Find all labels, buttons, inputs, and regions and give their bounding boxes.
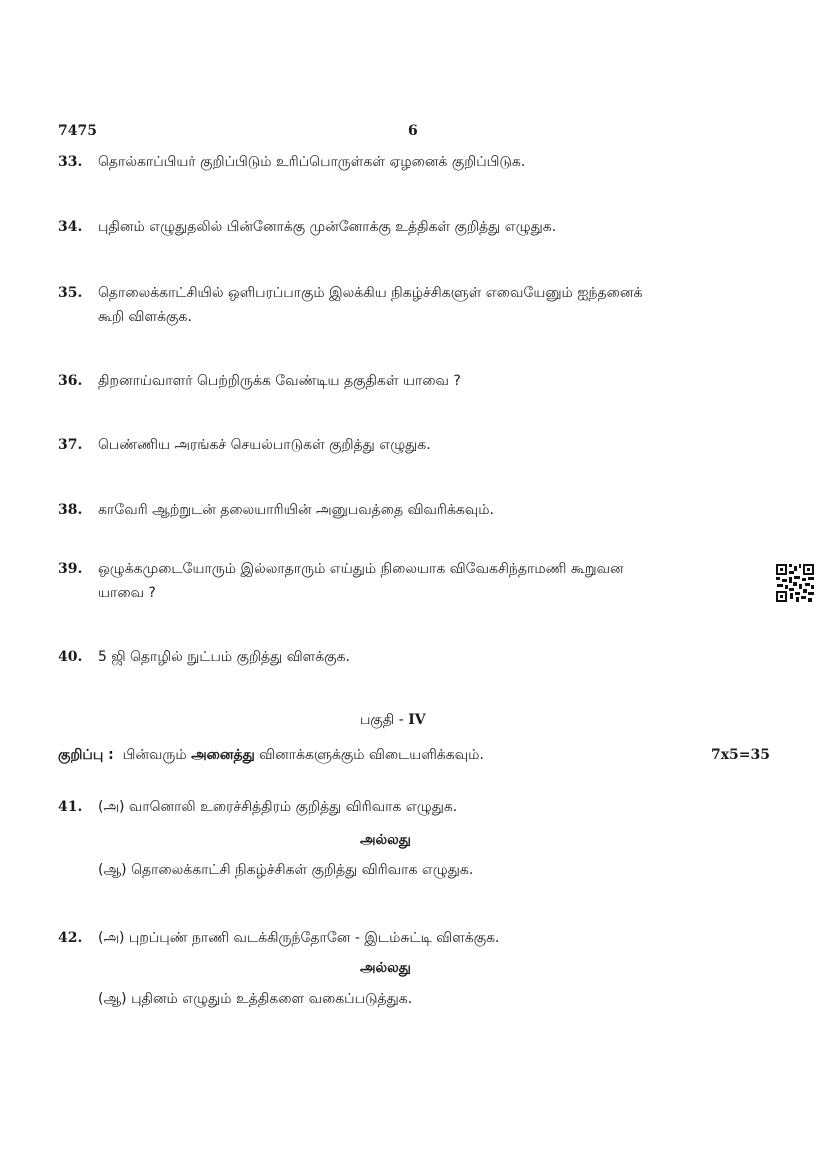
question-34 [58, 215, 748, 239]
instruction-note [58, 747, 770, 765]
question-option-a: (அ) புறப்புண் நாணி வடக்கிருந்தோனே - இடம்சுட்டி விளக்குக. [98, 930, 500, 946]
question-number: 40. [58, 649, 83, 665]
question-option-b: (ஆ) புதினம் எழுதும் உத்திகளை வகைப்படுத்துக. [98, 991, 413, 1007]
question-option-b: (ஆ) தொலைக்காட்சி நிகழ்ச்சிகள் குறித்து விரிவாக எழுதுக. [98, 862, 474, 878]
question-39 [58, 557, 748, 605]
question-text-line-1: தொலைக்காட்சியில் ஒளிபரப்பாகும் இலக்கிய நிகழ்ச்சிகளுள் எவையேனும் ஐந்தனைக் [98, 285, 643, 301]
question-number: 42. [58, 930, 83, 946]
section-heading [360, 712, 426, 730]
question-text: காவேரி ஆற்றுடன் தலையாரியின் அனுபவத்தை விவரிக்கவும். [98, 502, 494, 518]
note-emphasis: அனைத்து [191, 747, 255, 763]
question-33 [58, 150, 748, 174]
question-40 [58, 645, 748, 669]
paper-code: 7475 [58, 123, 97, 139]
question-text: தொல்காப்பியர் குறிப்பிடும் உரிப்பொருள்கள் ஏழனைக் குறிப்பிடுக. [98, 154, 526, 170]
section-label: பகுதி - [360, 712, 404, 728]
question-text-line-1: ஒழுக்கமுடையோரும் இல்லாதாரும் எய்தும் நிலையாக விவேகசிந்தாமணி கூறுவன [98, 561, 624, 577]
question-option-a: (அ) வானொலி உரைச்சித்திரம் குறித்து விரிவாக எழுதுக. [98, 799, 458, 815]
question-38 [58, 498, 748, 522]
question-text: திறனாய்வாளர் பெற்றிருக்க வேண்டிய தகுதிகள் யாவை ? [98, 373, 461, 389]
question-number: 41. [58, 799, 83, 815]
or-separator: அல்லது [360, 960, 411, 976]
or-separator: அல்லது [360, 832, 411, 848]
question-number: 33. [58, 154, 83, 170]
question-text-line-2: யாவை ? [98, 585, 156, 601]
question-36 [58, 369, 748, 393]
question-42 [58, 926, 748, 950]
qr-code [775, 563, 815, 603]
page-number: 6 [408, 123, 418, 139]
question-text: 5 ஜி தொழில் நுட்பம் குறித்து விளக்குக. [98, 649, 350, 665]
marks-allocation: 7x5=35 [710, 747, 770, 763]
question-41 [58, 795, 748, 819]
question-number: 34. [58, 219, 83, 235]
note-text-before: பின்வரும் [122, 747, 187, 763]
question-number: 36. [58, 373, 83, 389]
question-number: 35. [58, 285, 83, 301]
question-text: பெண்ணிய அரங்கச் செயல்பாடுகள் குறித்து எழுதுக. [98, 437, 431, 453]
question-text: புதினம் எழுதுதலில் பின்னோக்கு முன்னோக்கு உத்திகள் குறித்து எழுதுக. [98, 219, 557, 235]
section-numeral: IV [408, 712, 426, 728]
note-label: குறிப்பு : [58, 747, 114, 763]
question-number: 39. [58, 561, 83, 577]
question-number: 37. [58, 437, 83, 453]
question-35 [58, 281, 748, 329]
question-number: 38. [58, 502, 83, 518]
question-text-line-2: கூறி விளக்குக. [98, 309, 192, 325]
note-text-after: வினாக்களுக்கும் விடையளிக்கவும். [259, 747, 484, 763]
question-37 [58, 433, 748, 457]
